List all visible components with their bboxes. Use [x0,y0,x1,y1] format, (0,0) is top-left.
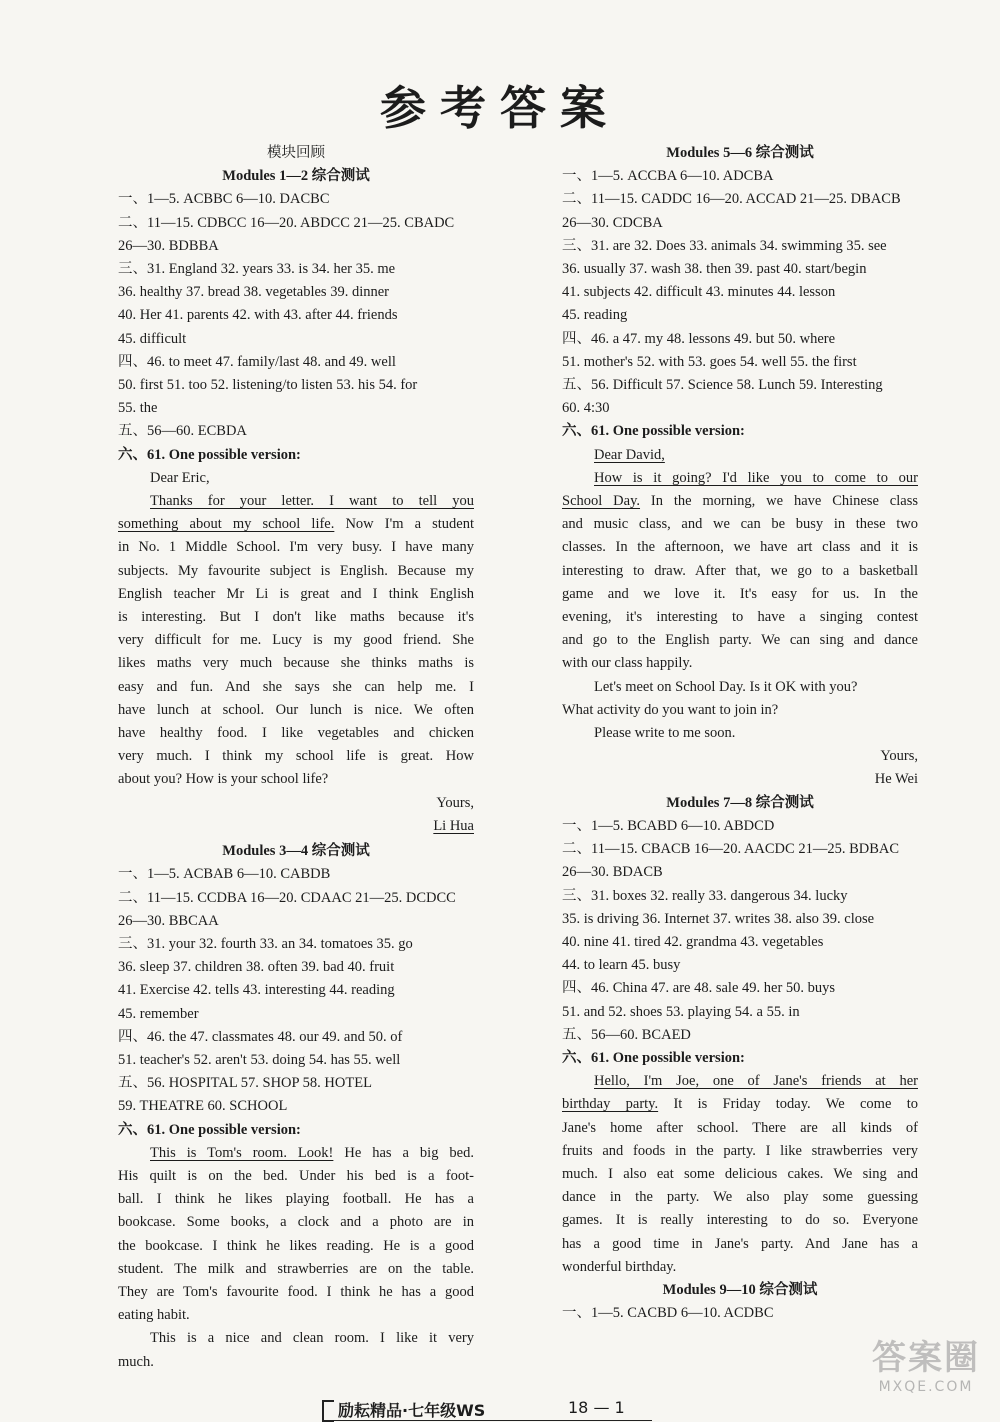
heading-modules-7-8: Modules 7—8 综合测试 [666,794,814,811]
text-line: 36. usually 37. wash 38. then 39. past 40. start/begin [562,261,867,278]
essay-label-7-8: 六、61. One possible version: [562,1049,745,1066]
text-line: has a good time in Jane's party. And Jane has a [562,1235,918,1252]
text-line: 26—30. CDCBA [562,214,663,231]
watermark-small: MXQE.COM [878,1379,974,1395]
text-line: They are Tom's favourite food. I think he has a good [118,1283,474,1300]
text-line: 51. mother's 52. with 53. goes 54. well 55. the first [562,353,857,370]
text-line: interesting to draw. After that, we go to a basketball [562,562,918,579]
essay-line-rest: Now I'm a student [334,516,474,533]
text-line: 五、56. HOSPITAL 57. SHOP 58. HOTEL [118,1075,372,1092]
text-line: game and we love it. It's easy for us. In the [562,585,918,602]
text-line: bookcase. Some books, a clock and a photo are in [118,1214,474,1231]
text-line: 36. healthy 37. bread 38. vegetables 39. dinner [118,284,389,301]
text-line: 59. THEATRE 60. SCHOOL [118,1098,288,1115]
footer-bracket-icon [322,1400,334,1422]
page-number: 18 — 1 [568,1398,625,1417]
text-line: easy and fun. And she says she can help me. I [118,678,474,695]
text-line: 二、11—15. CCDBA 16—20. CDAAC 21—25. DCDCC [118,889,456,906]
text-line: 三、31. boxes 32. really 33. dangerous 34. lucky [562,887,848,904]
page-title: 参考答案 [380,81,620,135]
text-line: have healthy food. I like vegetables and chicken [118,725,474,742]
footer [322,1398,652,1421]
text-line: 26—30. BDBBA [118,237,219,254]
text-line: 二、11—15. CDBCC 16—20. ABDCC 21—25. CBADC [118,214,455,231]
essay-label-3-4: 六、61. One possible version: [118,1121,301,1138]
text-line: in No. 1 Middle School. I'm very busy. I have many [118,539,474,556]
answers-modules-1-2 [118,188,474,443]
text-line: 五、56—60. ECBDA [118,423,247,440]
footer-text: 励耘精品·七年级WS [338,1401,486,1420]
text-line: 40. nine 41. tired 42. grandma 43. vegetables [562,933,824,950]
text-line: 26—30. BDACB [562,864,663,881]
text-line: 41. subjects 42. difficult 43. minutes 44. lesson [562,284,836,301]
text-line: 一、1—5. CACBD 6—10. ACDBC [562,1305,774,1322]
salutation-eric: Dear Eric, [150,469,210,486]
text-line: 35. is driving 36. Internet 37. writes 38. also 39. close [562,910,875,927]
text-line: the bookcase. I think he likes reading. He is a good [118,1237,474,1254]
text-line: 45. difficult [118,330,187,347]
heading-modules-9-10: Modules 9—10 综合测试 [662,1281,818,1298]
text-line: classes. In the afternoon, we have art class and it is [562,539,918,556]
text-line: 51. teacher's 52. aren't 53. doing 54. has 55. well [118,1051,401,1068]
essay-modules-3-4: This is Tom's room. Look! He has a big bed. His quilt is on the bed. Under his bed is a foot- ball. I think he likes playing football. He has a bookcase. Some books, a clock and a photo are in the bookcase. I think he likes reading. He is a good student. The milk and strawberries are on the table. They are Tom's favourite food. I think he has a good eating habit. This is a nice and clean room. I like it very much. [118,1144,474,1370]
text-line: Jane's home after school. There are all kinds of [562,1119,918,1136]
signature-li-hua: Li Hua [433,817,474,834]
text-line: 二、11—15. CBACB 16—20. AACDC 21—25. BDBAC [562,841,900,858]
right-column [562,142,918,1325]
watermark-logo [866,1330,986,1410]
text-line: is interesting. But I don't like maths because it's [118,609,474,626]
text-line: about you? How is your school life? [118,771,329,788]
text-line: 一、1—5. BCABD 6—10. ABDCD [562,817,775,834]
answers-modules-9-10 [562,1302,918,1325]
text-line: subjects. My favourite subject is English. Because my [118,562,474,579]
text-line: 40. Her 41. parents 42. with 43. after 44. friends [118,307,398,324]
text-line: and go to the English party. We can sing and dance [562,632,918,649]
text-line: His quilt is on the bed. Under his bed is a foot- [118,1167,474,1184]
text-line: 一、1—5. ACBAB 6—10. CABDB [118,866,331,883]
closing-yours-2: Yours, [880,748,918,765]
text-line: 41. Exercise 42. tells 43. interesting 44. reading [118,982,395,999]
text-line: with our class happily. [562,655,693,672]
text-line: 三、31. your 32. fourth 33. an 34. tomatoes 35. go [118,935,413,952]
section-label: 模块回顾 [267,145,325,161]
essay-label-1-2: 六、61. One possible version: [118,446,301,463]
text-line: ball. I think he likes playing football. He has a [118,1191,474,1208]
text-line: 26—30. BBCAA [118,912,219,929]
text-line: 五、56. Difficult 57. Science 58. Lunch 59. Interesting [562,377,883,394]
essay-label-5-6: 六、61. One possible version: [562,423,745,440]
watermark-big: 答案圈 [872,1338,980,1378]
text-line: fruits and foods in the party. I like strawberries very [562,1142,918,1159]
text-line: 四、46. China 47. are 48. sale 49. her 50. buys [562,980,836,997]
text-line: evening, it's interesting to have a singing contest [562,609,918,626]
closing-yours-1: Yours, [436,794,474,811]
text-line: 三、31. are 32. Does 33. animals 34. swimming 35. see [562,237,887,254]
text-line: 三、31. England 32. years 33. is 34. her 35. me [118,261,396,278]
essay-modules-7-8: Hello, I'm Joe, one of Jane's friends at her birthday party. It is Friday today. We come to Jane's home after school. There are all kinds of fruits and foods in the party. I like strawberries very much. I also eat some delicious cakes. We sing and dance in the party. We also play some guessing games. It is really interesting to do so. Everyone has a good time in Jane's party. And Jane has a wonderful birthday. [562,1070,918,1279]
text-line: dance in the party. We also play some guessing [562,1189,918,1206]
text-line: student. The milk and strawberries are on the table. [118,1260,474,1277]
text-line: and music class, and we can be busy in these two [562,516,918,533]
text-line: English teacher Mr Li is great and I think English [118,585,474,602]
text-line: very difficult for me. Lucy is my good friend. She [118,632,474,649]
essay-modules-5-6: How is it going? I'd like you to come to our School Day. In the morning, we have Chinese class and music class, and we can be busy in these two classes. In the afternoon, we have art class and it is interesting to draw. After that, we go to a basketball game and we love it. It's easy for us. In the evening, it's interesting to have a singing contest and go to the English party. We can sing and dance with our class happily. Let's meet on School Day. Is it OK with you? What activity do you want to join in? Please write to me soon. [562,469,918,742]
heading-modules-5-6: Modules 5—6 综合测试 [666,145,814,161]
text-line: 五、56—60. BCAED [562,1026,691,1043]
salutation-david: Dear David, [594,446,665,463]
essay-line: Thanks for your letter. I want to tell you [150,493,474,510]
text-line: have lunch at school. Our lunch is nice. We often [118,701,474,718]
text-line: 55. the [118,400,158,417]
heading-modules-3-4: Modules 3—4 综合测试 [222,843,370,860]
text-line: likes maths very much because she thinks maths is [118,655,474,672]
text-line: 45. remember [118,1005,199,1022]
text-line: eating habit. [118,1307,190,1324]
text-line: 45. reading [562,307,628,324]
text-line: 36. sleep 37. children 38. often 39. bad 40. fruit [118,959,395,976]
text-line: 51. and 52. shoes 53. playing 54. a 55. in [562,1003,800,1020]
essay-line-underlined: something about my school life. [118,516,335,533]
essay-modules-1-2 [118,490,474,792]
text-line: very much. I think my school life is great. How [118,748,474,765]
left-column [118,142,474,1374]
text-line: games. It is really interesting to do so. Everyone [562,1212,918,1229]
text-line: 60. 4:30 [562,400,610,417]
text-line: 二、11—15. CADDC 16—20. ACCAD 21—25. DBACB [562,191,901,208]
signature-he-wei: He Wei [874,771,918,788]
text-line: wonderful birthday. [562,1258,677,1275]
heading-modules-1-2: Modules 1—2 综合测试 [222,168,370,185]
answers-modules-7-8 [562,815,918,1047]
text-line: 一、1—5. ACCBA 6—10. ADCBA [562,168,774,185]
text-line: 四、46. the 47. classmates 48. our 49. and 50. of [118,1028,403,1045]
text-line: 一、1—5. ACBBC 6—10. DACBC [118,191,330,208]
text-line: 44. to learn 45. busy [562,957,681,974]
text-line: 50. first 51. too 52. listening/to listen 53. his 54. for [118,377,418,394]
answers-modules-5-6 [562,165,918,420]
text-line: 四、46. to meet 47. family/last 48. and 49. well [118,353,396,370]
text-line: 四、46. a 47. my 48. lessons 49. but 50. where [562,330,836,347]
answers-modules-3-4 [118,863,474,1118]
text-line: much. I also eat some delicious cakes. We sing and [562,1165,918,1182]
